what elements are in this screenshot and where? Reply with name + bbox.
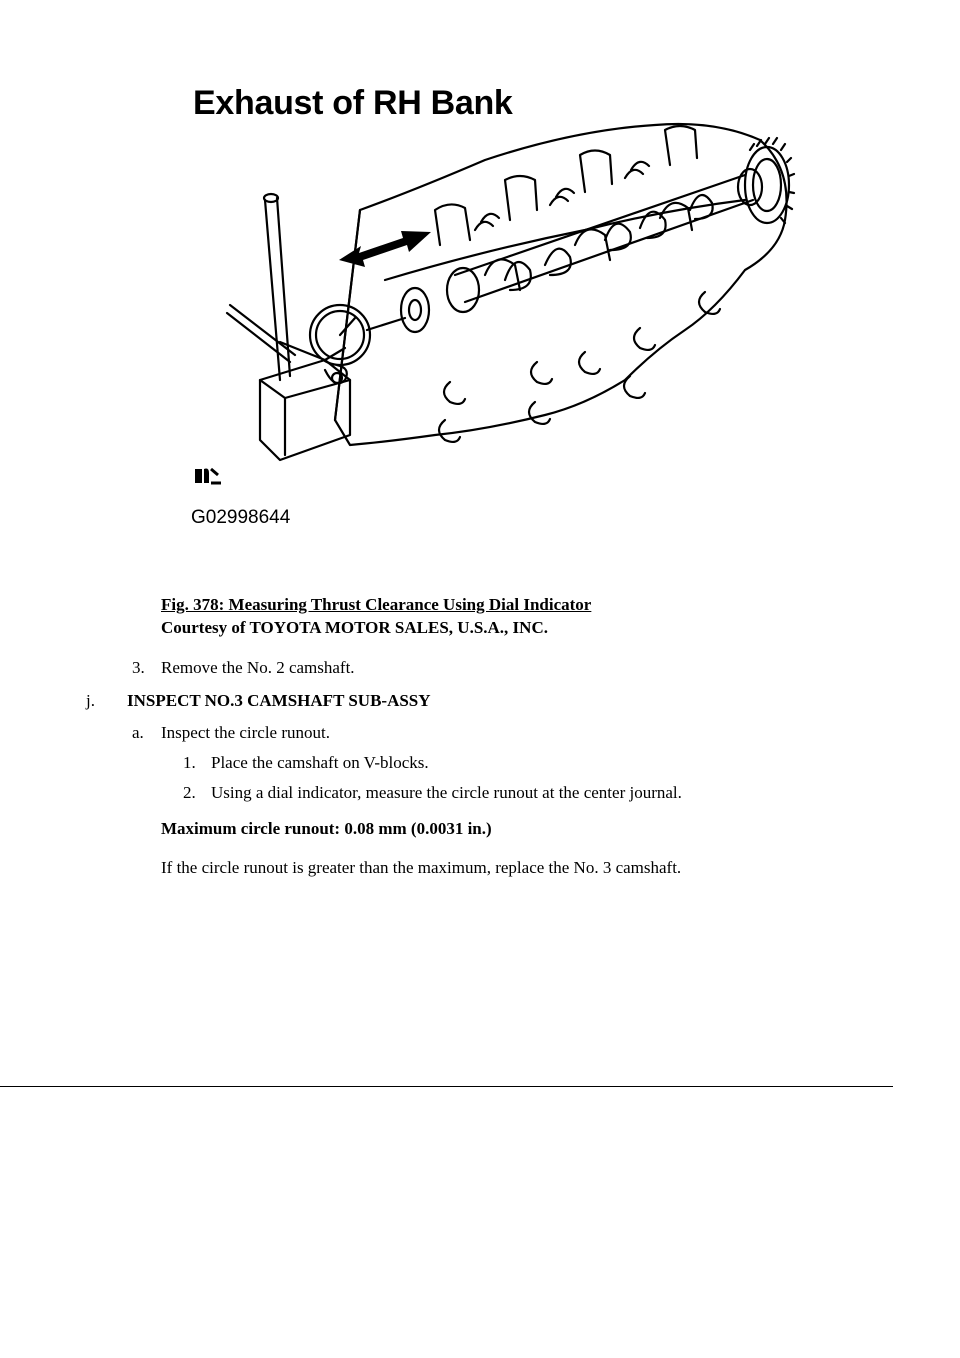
figure-code: G02998644 <box>191 507 291 528</box>
step-remove-camshaft <box>132 657 355 679</box>
figure-caption <box>161 593 591 639</box>
figure-illustration <box>185 80 805 540</box>
substep-text: Place the camshaft on V-blocks. <box>211 753 429 772</box>
substep-measure-runout <box>183 782 682 804</box>
replace-note: If the circle runout is greater than the maximum, replace the No. 3 camshaft. <box>161 858 682 877</box>
cylinder-head-camshaft-drawing <box>185 80 805 540</box>
caption-title: Fig. 378: Measuring Thrust Clearance Using Dial Indicator <box>161 595 592 614</box>
step-marker: 3. <box>132 658 145 677</box>
section-heading-inspect <box>86 690 431 712</box>
step-marker: a. <box>132 723 144 742</box>
section-marker: j. <box>86 691 95 710</box>
figure-title: Exhaust of RH Bank <box>193 84 513 122</box>
substep-marker: 1. <box>183 753 196 772</box>
step-text: Remove the No. 2 camshaft. <box>161 658 355 677</box>
page-divider <box>0 1086 893 1087</box>
section-heading: INSPECT NO.3 CAMSHAFT SUB-ASSY <box>127 691 431 710</box>
substep-text: Using a dial indicator, measure the circle runout at the center journal. <box>211 783 682 802</box>
substep-place-camshaft <box>183 752 429 774</box>
caption-credit: Courtesy of TOYOTA MOTOR SALES, U.S.A., INC. <box>161 618 548 637</box>
spec-max-runout: Maximum circle runout: 0.08 mm (0.0031 in.) <box>161 819 492 838</box>
substep-marker: 2. <box>183 783 196 802</box>
step-inspect-runout <box>132 722 330 744</box>
document-note-icon <box>193 465 225 487</box>
step-text: Inspect the circle runout. <box>161 723 330 742</box>
direction-arrow-icon <box>335 222 435 272</box>
